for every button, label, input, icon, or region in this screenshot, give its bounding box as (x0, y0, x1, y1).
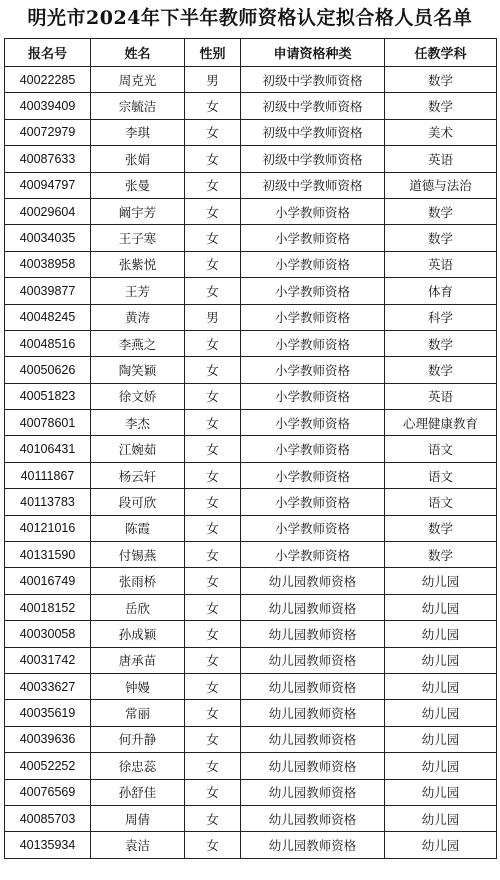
cell-gender: 男 (185, 67, 241, 93)
cell-registration-number: 40135934 (5, 832, 91, 858)
cell-registration-number: 40094797 (5, 172, 91, 198)
cell-subject: 心理健康教育 (385, 410, 497, 436)
cell-qualification-type: 小学教师资格 (241, 198, 385, 224)
table-row (5, 67, 497, 93)
cell-gender: 女 (185, 462, 241, 488)
cell-gender: 女 (185, 805, 241, 831)
cell-qualification-type: 幼儿园教师资格 (241, 594, 385, 620)
cell-registration-number: 40029604 (5, 198, 91, 224)
cell-name: 唐承苗 (91, 647, 185, 673)
cell-registration-number: 40131590 (5, 542, 91, 568)
cell-name: 孙舒佳 (91, 779, 185, 805)
cell-name: 张雨桥 (91, 568, 185, 594)
cell-gender: 女 (185, 93, 241, 119)
cell-name: 周克光 (91, 67, 185, 93)
cell-subject: 数学 (385, 225, 497, 251)
table-row (5, 410, 497, 436)
cell-qualification-type: 幼儿园教师资格 (241, 568, 385, 594)
cell-gender: 女 (185, 568, 241, 594)
cell-name: 孙成颖 (91, 621, 185, 647)
table-row (5, 779, 497, 805)
cell-name: 岳欣 (91, 594, 185, 620)
cell-gender: 女 (185, 594, 241, 620)
cell-registration-number: 40038958 (5, 251, 91, 277)
cell-name: 段可欣 (91, 489, 185, 515)
table-row (5, 251, 497, 277)
cell-name: 王子寒 (91, 225, 185, 251)
cell-name: 付锡燕 (91, 542, 185, 568)
cell-name: 王芳 (91, 278, 185, 304)
cell-registration-number: 40106431 (5, 436, 91, 462)
header-name: 姓名 (91, 39, 185, 67)
table-row (5, 673, 497, 699)
cell-name: 张紫悦 (91, 251, 185, 277)
cell-subject: 幼儿园 (385, 805, 497, 831)
cell-registration-number: 40022285 (5, 67, 91, 93)
cell-name: 江婉茹 (91, 436, 185, 462)
cell-qualification-type: 小学教师资格 (241, 304, 385, 330)
cell-gender: 女 (185, 700, 241, 726)
cell-registration-number: 40085703 (5, 805, 91, 831)
table-row (5, 172, 497, 198)
cell-qualification-type: 幼儿园教师资格 (241, 673, 385, 699)
cell-name: 黄涛 (91, 304, 185, 330)
header-registration-number: 报名号 (5, 39, 91, 67)
cell-registration-number: 40034035 (5, 225, 91, 251)
table-row (5, 594, 497, 620)
cell-qualification-type: 小学教师资格 (241, 515, 385, 541)
header-subject: 任教学科 (385, 39, 497, 67)
cell-name: 钟嫚 (91, 673, 185, 699)
cell-qualification-type: 幼儿园教师资格 (241, 753, 385, 779)
cell-qualification-type: 小学教师资格 (241, 436, 385, 462)
table-row (5, 462, 497, 488)
table-row (5, 119, 497, 145)
cell-registration-number: 40039877 (5, 278, 91, 304)
cell-subject: 数学 (385, 542, 497, 568)
cell-qualification-type: 初级中学教师资格 (241, 119, 385, 145)
cell-qualification-type: 小学教师资格 (241, 542, 385, 568)
cell-subject: 幼儿园 (385, 726, 497, 752)
table-row (5, 198, 497, 224)
cell-gender: 女 (185, 225, 241, 251)
header-gender: 性别 (185, 39, 241, 67)
cell-qualification-type: 幼儿园教师资格 (241, 647, 385, 673)
header-qualification-type: 申请资格种类 (241, 39, 385, 67)
table-row (5, 436, 497, 462)
table-row (5, 93, 497, 119)
cell-registration-number: 40030058 (5, 621, 91, 647)
cell-gender: 男 (185, 304, 241, 330)
cell-subject: 数学 (385, 198, 497, 224)
cell-subject: 语文 (385, 436, 497, 462)
table-row (5, 489, 497, 515)
cell-gender: 女 (185, 726, 241, 752)
cell-name: 李燕之 (91, 330, 185, 356)
cell-registration-number: 40111867 (5, 462, 91, 488)
cell-qualification-type: 初级中学教师资格 (241, 93, 385, 119)
table-body (5, 67, 497, 859)
table-row (5, 621, 497, 647)
cell-qualification-type: 小学教师资格 (241, 330, 385, 356)
cell-name: 徐忠蕊 (91, 753, 185, 779)
cell-qualification-type: 小学教师资格 (241, 357, 385, 383)
table-row (5, 278, 497, 304)
cell-qualification-type: 小学教师资格 (241, 410, 385, 436)
cell-name: 陶笑颖 (91, 357, 185, 383)
cell-subject: 数学 (385, 515, 497, 541)
cell-gender: 女 (185, 515, 241, 541)
cell-gender: 女 (185, 647, 241, 673)
cell-registration-number: 40039409 (5, 93, 91, 119)
cell-registration-number: 40072979 (5, 119, 91, 145)
cell-gender: 女 (185, 753, 241, 779)
cell-qualification-type: 小学教师资格 (241, 489, 385, 515)
table-row (5, 146, 497, 172)
cell-subject: 幼儿园 (385, 700, 497, 726)
cell-gender: 女 (185, 436, 241, 462)
cell-qualification-type: 幼儿园教师资格 (241, 832, 385, 858)
cell-gender: 女 (185, 330, 241, 356)
cell-subject: 英语 (385, 146, 497, 172)
cell-registration-number: 40048245 (5, 304, 91, 330)
cell-registration-number: 40051823 (5, 383, 91, 409)
cell-subject: 道德与法治 (385, 172, 497, 198)
cell-registration-number: 40078601 (5, 410, 91, 436)
table-row (5, 383, 497, 409)
cell-qualification-type: 幼儿园教师资格 (241, 700, 385, 726)
cell-gender: 女 (185, 357, 241, 383)
cell-qualification-type: 初级中学教师资格 (241, 146, 385, 172)
cell-gender: 女 (185, 673, 241, 699)
cell-registration-number: 40052252 (5, 753, 91, 779)
cell-qualification-type: 幼儿园教师资格 (241, 621, 385, 647)
table-row (5, 330, 497, 356)
table-row (5, 753, 497, 779)
table-row (5, 726, 497, 752)
cell-gender: 女 (185, 410, 241, 436)
table-row (5, 568, 497, 594)
cell-subject: 语文 (385, 489, 497, 515)
cell-qualification-type: 幼儿园教师资格 (241, 805, 385, 831)
table-row (5, 515, 497, 541)
cell-subject: 英语 (385, 383, 497, 409)
cell-subject: 数学 (385, 67, 497, 93)
cell-name: 张娟 (91, 146, 185, 172)
table-row (5, 304, 497, 330)
cell-registration-number: 40018152 (5, 594, 91, 620)
cell-subject: 数学 (385, 330, 497, 356)
cell-subject: 数学 (385, 357, 497, 383)
cell-subject: 语文 (385, 462, 497, 488)
cell-registration-number: 40076569 (5, 779, 91, 805)
table-row (5, 805, 497, 831)
cell-subject: 数学 (385, 93, 497, 119)
cell-subject: 美术 (385, 119, 497, 145)
cell-registration-number: 40050626 (5, 357, 91, 383)
cell-subject: 幼儿园 (385, 779, 497, 805)
cell-qualification-type: 初级中学教师资格 (241, 67, 385, 93)
cell-name: 李杰 (91, 410, 185, 436)
cell-name: 徐文娇 (91, 383, 185, 409)
cell-name: 杨云轩 (91, 462, 185, 488)
cell-gender: 女 (185, 542, 241, 568)
cell-name: 何升静 (91, 726, 185, 752)
cell-registration-number: 40031742 (5, 647, 91, 673)
cell-name: 宗毓洁 (91, 93, 185, 119)
cell-gender: 女 (185, 383, 241, 409)
cell-gender: 女 (185, 146, 241, 172)
cell-name: 常丽 (91, 700, 185, 726)
cell-registration-number: 40087633 (5, 146, 91, 172)
cell-subject: 幼儿园 (385, 647, 497, 673)
cell-qualification-type: 小学教师资格 (241, 462, 385, 488)
cell-subject: 科学 (385, 304, 497, 330)
cell-gender: 女 (185, 832, 241, 858)
cell-gender: 女 (185, 251, 241, 277)
cell-registration-number: 40113783 (5, 489, 91, 515)
cell-gender: 女 (185, 119, 241, 145)
cell-name: 阚宇芳 (91, 198, 185, 224)
cell-registration-number: 40016749 (5, 568, 91, 594)
cell-subject: 幼儿园 (385, 568, 497, 594)
cell-gender: 女 (185, 489, 241, 515)
cell-qualification-type: 幼儿园教师资格 (241, 726, 385, 752)
cell-name: 李琪 (91, 119, 185, 145)
cell-gender: 女 (185, 198, 241, 224)
cell-name: 张曼 (91, 172, 185, 198)
cell-subject: 幼儿园 (385, 832, 497, 858)
cell-registration-number: 40033627 (5, 673, 91, 699)
cell-qualification-type: 幼儿园教师资格 (241, 779, 385, 805)
table-row (5, 700, 497, 726)
cell-gender: 女 (185, 278, 241, 304)
cell-registration-number: 40121016 (5, 515, 91, 541)
cell-gender: 女 (185, 172, 241, 198)
cell-qualification-type: 小学教师资格 (241, 251, 385, 277)
cell-subject: 幼儿园 (385, 673, 497, 699)
cell-subject: 幼儿园 (385, 594, 497, 620)
cell-registration-number: 40035619 (5, 700, 91, 726)
cell-registration-number: 40048516 (5, 330, 91, 356)
cell-name: 袁洁 (91, 832, 185, 858)
cell-qualification-type: 小学教师资格 (241, 225, 385, 251)
table-row (5, 225, 497, 251)
cell-gender: 女 (185, 621, 241, 647)
table-row (5, 357, 497, 383)
results-table (4, 38, 497, 859)
cell-name: 陈霞 (91, 515, 185, 541)
table-row (5, 542, 497, 568)
cell-registration-number: 40039636 (5, 726, 91, 752)
cell-qualification-type: 小学教师资格 (241, 383, 385, 409)
cell-subject: 体育 (385, 278, 497, 304)
cell-qualification-type: 小学教师资格 (241, 278, 385, 304)
page-title: 明光市2024年下半年教师资格认定拟合格人员名单 (27, 7, 473, 29)
cell-subject: 英语 (385, 251, 497, 277)
cell-name: 周倩 (91, 805, 185, 831)
table-header-row (5, 39, 497, 67)
cell-subject: 幼儿园 (385, 621, 497, 647)
table-row (5, 832, 497, 858)
cell-qualification-type: 初级中学教师资格 (241, 172, 385, 198)
cell-subject: 幼儿园 (385, 753, 497, 779)
cell-gender: 女 (185, 779, 241, 805)
table-row (5, 647, 497, 673)
